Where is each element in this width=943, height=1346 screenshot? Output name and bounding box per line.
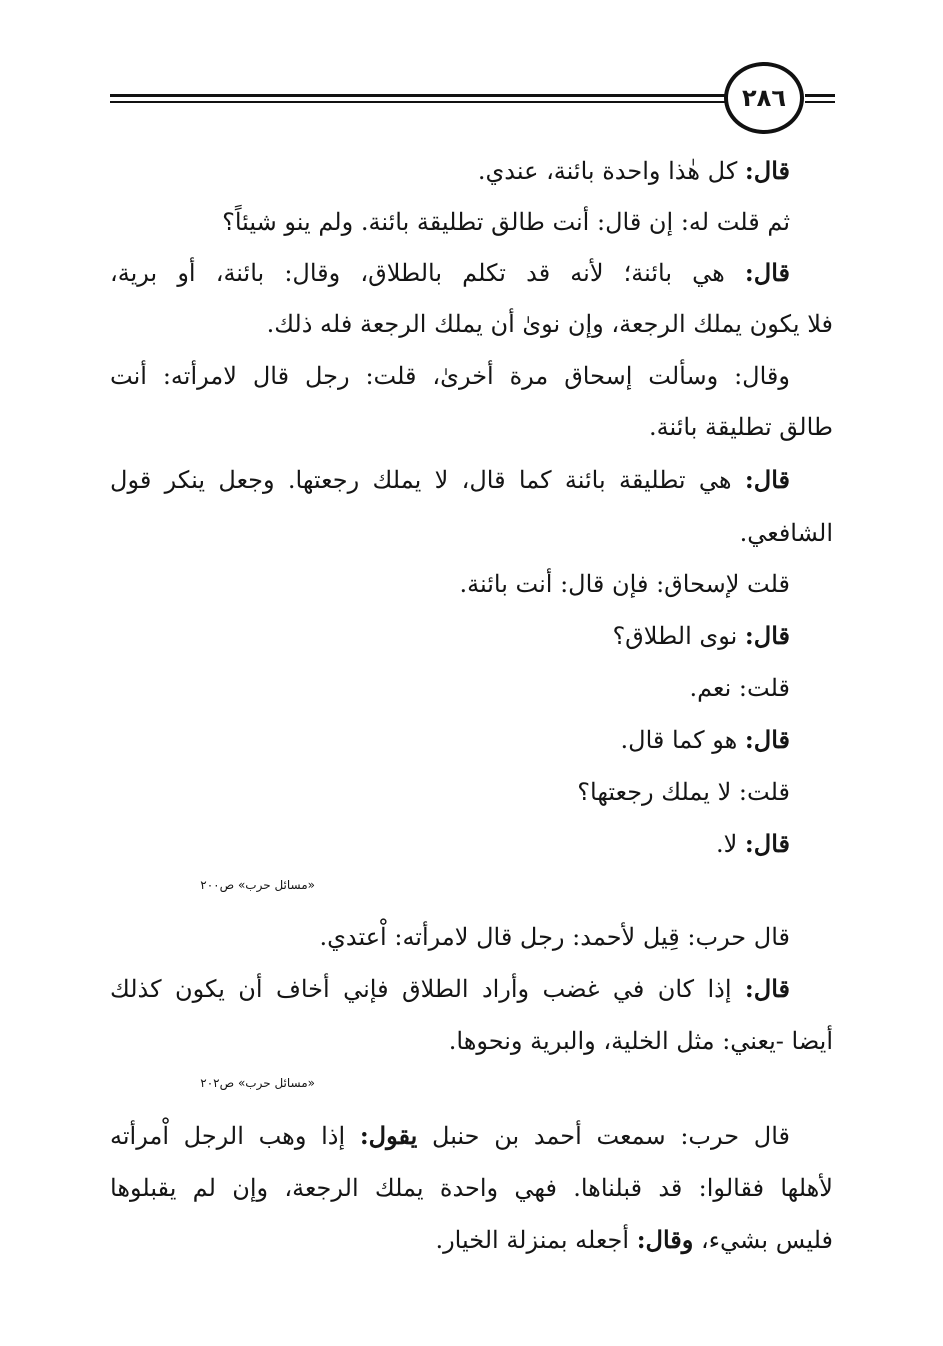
paragraph-13-line-1 xyxy=(110,963,833,1015)
source-citation-2: «مسائل حرب» ص٢٠٢ xyxy=(200,1076,315,1090)
paragraph-2 xyxy=(222,196,790,248)
paragraph-5-line-2 xyxy=(740,507,833,559)
paragraph-12 xyxy=(319,911,790,963)
paragraph-text: فليس بشيء، xyxy=(693,1226,833,1254)
paragraph-11 xyxy=(716,818,790,870)
paragraph-14-line-3 xyxy=(435,1214,833,1266)
paragraph-14-line-2 xyxy=(110,1162,833,1214)
paragraph-text: طالق تطليقة بائنة. xyxy=(649,413,833,441)
paragraph-text: لا. xyxy=(715,830,745,858)
paragraph-text: الشافعي. xyxy=(739,519,833,547)
paragraph-9 xyxy=(621,714,791,766)
paragraph-text: هو كما قال. xyxy=(620,726,745,754)
paragraph-text: وقال: وسألت إسحاق مرة أخرىٰ، قلت: رجل قال لامرأته: أنت xyxy=(110,362,790,390)
paragraph-10 xyxy=(577,766,790,818)
header-rule-short-top xyxy=(805,94,835,97)
paragraph-text: ثم قلت له: إن قال: أنت طالق تطليقة بائنة. ولم ينو شيئاً؟ xyxy=(222,208,790,236)
paragraph-text: هي بائنة؛ لأنه قد تكلم بالطلاق، وقال: بائنة، أو برية، xyxy=(110,259,745,287)
paragraph-text: أيضا -يعني: مثل الخلية، والبرية ونحوها. xyxy=(448,1027,833,1055)
paragraph-text: قلت: نعم. xyxy=(689,674,790,702)
speaker-label: قال: xyxy=(744,156,790,185)
speaker-label: قال: xyxy=(744,258,791,287)
paragraph-text: قال حرب: سمعت أحمد بن حنبل xyxy=(417,1122,790,1150)
paragraph-8 xyxy=(689,662,790,714)
paragraph-text: لأهلها فقالوا: قد قبلناها. فهي واحدة يملك الرجعة، وإن لم يقبلوها xyxy=(110,1174,833,1202)
paragraph-5-line-1 xyxy=(110,454,833,506)
paragraph-1 xyxy=(478,145,790,197)
paragraph-text: أجعله بمنزلة الخيار. xyxy=(435,1226,637,1254)
paragraph-13-line-2 xyxy=(449,1015,833,1067)
page-number-badge xyxy=(724,62,804,134)
paragraph-4-line-1 xyxy=(110,350,833,402)
paragraph-text: قلت: لا يملك رجعتها؟ xyxy=(577,778,790,806)
paragraph-7 xyxy=(612,610,790,662)
paragraph-6 xyxy=(460,558,790,610)
paragraph-text: قلت لإسحاق: فإن قال: أنت بائنة. xyxy=(459,570,790,598)
page-number: ٢٨٦ xyxy=(742,84,786,112)
speaker-label: قال: xyxy=(744,725,790,754)
paragraph-text: هي تطليقة بائنة كما قال، لا يملك رجعتها. وجعل ينكر قول xyxy=(110,466,745,494)
paragraph-text: فلا يكون يملك الرجعة، وإن نوىٰ أن يملك الرجعة فله ذلك. xyxy=(266,310,833,338)
speaker-label: قال: xyxy=(744,829,790,858)
speaker-label: قال: xyxy=(744,621,790,650)
paragraph-3-line-1 xyxy=(110,247,833,299)
paragraph-14-line-1 xyxy=(110,1110,833,1162)
paragraph-text: كل هٰذا واحدة بائنة، عندي. xyxy=(477,157,745,185)
keyword-label: يقول: xyxy=(359,1121,418,1150)
paragraph-text: إذا وهب الرجل اْمرأته xyxy=(110,1122,360,1150)
speaker-label: قال: xyxy=(744,974,790,1003)
speaker-label: قال: xyxy=(744,465,790,494)
source-citation-1: «مسائل حرب» ص٢٠٠ xyxy=(200,878,315,892)
header-rule-bottom xyxy=(110,101,732,103)
keyword-label: وقال: xyxy=(636,1225,694,1254)
header-rule-short-bottom xyxy=(805,101,835,103)
paragraph-text: نوى الطلاق؟ xyxy=(612,622,745,650)
header-rule-top xyxy=(110,94,732,97)
paragraph-4-line-2 xyxy=(649,401,833,453)
paragraph-text: قال حرب: قِيل لأحمد: رجل قال لامرأته: اْعتدي. xyxy=(319,923,790,951)
paragraph-text: إذا كان في غضب وأراد الطلاق فإني أخاف أن يكون كذلك xyxy=(110,975,745,1003)
paragraph-3-line-2 xyxy=(267,298,833,350)
